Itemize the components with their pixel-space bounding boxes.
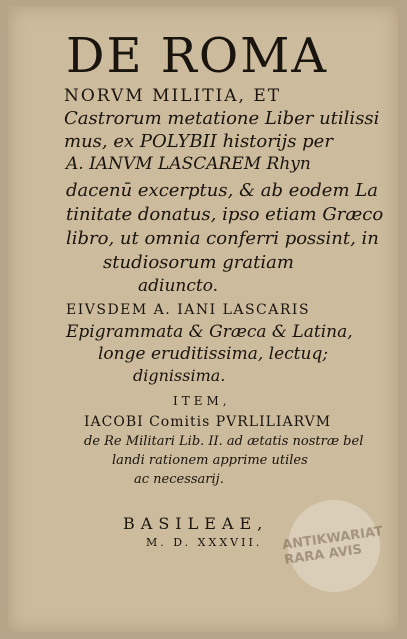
author-line-3: longe eruditissima, lectuq; [98, 344, 329, 364]
subtitle-line-9: adiuncto. [138, 276, 219, 296]
author-line-2: Epigrammata & Græca & Latina, [66, 322, 353, 342]
subtitle-line-5: dacenū excerptus, & ab eodem La [66, 180, 378, 201]
section3-line-4: ac necessarij. [134, 472, 224, 487]
author-line-4: dignissima. [133, 366, 226, 385]
imprint-place: BASILEAE, [123, 514, 269, 533]
imprint-date: M. D. XXXVII. [146, 536, 263, 549]
item-heading: ITEM, [173, 394, 231, 408]
section3-line-3: landi rationem apprime utiles [112, 453, 308, 468]
watermark-seal [281, 500, 385, 592]
subtitle-line-1: NORVM MILITIA, ET [64, 86, 282, 106]
subtitle-line-7: libro, ut omnia conferri possint, in [66, 228, 379, 249]
author-heading: EIVSDEM A. IANI LASCARIS [66, 302, 311, 318]
subtitle-line-6: tinitate donatus, ipso etiam Græco [66, 204, 384, 225]
subtitle-line-4: A. IANVM LASCAREM Rhyn [66, 154, 311, 174]
main-title: DE ROMA [66, 28, 329, 84]
section3-line-2: de Re Militari Lib. II. ad ætatis nostræ bel [84, 434, 364, 449]
watermark-text: ANTIKWARIAT RARA AVIS [281, 524, 385, 568]
iacobi-line: IACOBI Comitis PVRLILIARVM [84, 414, 332, 430]
title-page [8, 6, 398, 632]
subtitle-line-8: studiosorum gratiam [103, 252, 294, 273]
subtitle-line-2: Castrorum metatione Liber utilissi [64, 108, 380, 129]
subtitle-line-3: mus, ex POLYBII historijs per [64, 131, 333, 152]
